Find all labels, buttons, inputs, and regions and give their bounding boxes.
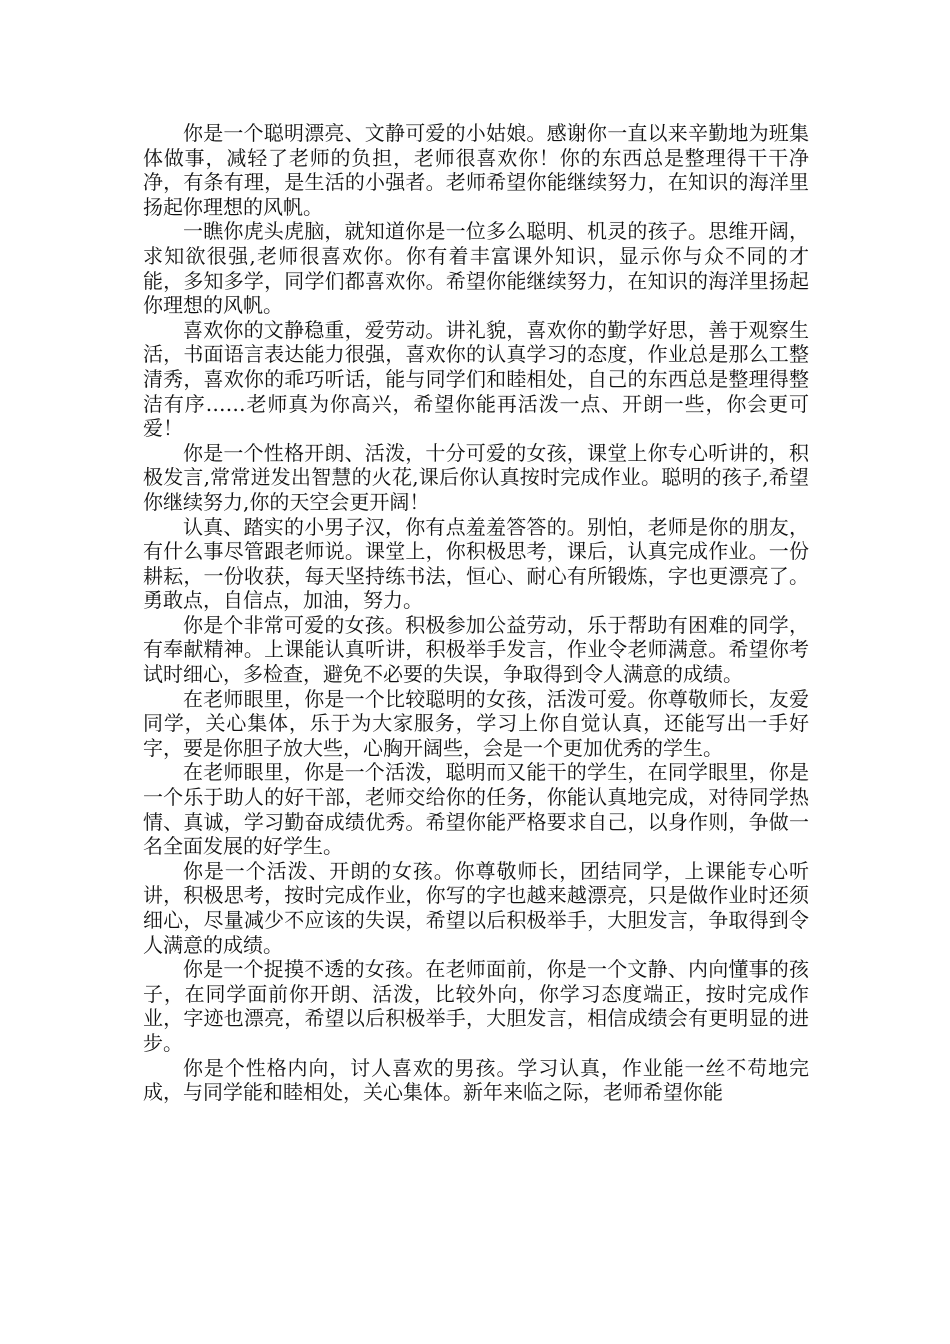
comment-paragraph-11: 你是个性格内向，讨人喜欢的男孩。学习认真，作业能一丝不苟地完成，与同学能和睦相处，关心集体。新年来临之际，老师希望你能 — [143, 1055, 809, 1105]
comment-paragraph-10: 你是一个捉摸不透的女孩。在老师面前，你是一个文静、内向懂事的孩子，在同学面前你开朗、活泼，比较外向，你学习态度端正，按时完成作业，字迹也漂亮，希望以后积极举手，大胆发言，相信成绩会有更明显的进步。 — [143, 957, 809, 1055]
document-body — [143, 121, 809, 1105]
comment-paragraph-6: 你是个非常可爱的女孩。积极参加公益劳动，乐于帮助有困难的同学，有奉献精神。上课能认真听讲，积极举手发言，作业令老师满意。希望你考试时细心，多检查，避免不必要的失误，争取得到令人满意的成绩。 — [143, 612, 809, 687]
comment-paragraph-8: 在老师眼里，你是一个活泼，聪明而又能干的学生，在同学眼里，你是一个乐于助人的好干部，老师交给你的任务，你能认真地完成，对待同学热情、真诚，学习勤奋成绩优秀。希望你能严格要求自己，以身作则，争做一名全面发展的好学生。 — [143, 760, 809, 859]
comment-paragraph-3: 喜欢你的文静稳重，爱劳动。讲礼貌，喜欢你的勤学好思，善于观察生活，书面语言表达能力很强，喜欢你的认真学习的态度，作业总是那么工整清秀，喜欢你的乖巧听话，能与同学们和睦相处，自己的东西总是整理得整洁有序……老师真为你高兴，希望你能再活泼一点、开朗一些，你会更可爱！ — [143, 317, 809, 441]
comment-paragraph-2: 一瞧你虎头虎脑，就知道你是一位多么聪明、机灵的孩子。思维开阔，求知欲很强,老师很喜欢你。你有着丰富课外知识，显示你与众不同的才能，多知多学，同学们都喜欢你。希望你能继续努力，在知识的海洋里扬起你理想的风帆。 — [143, 219, 809, 318]
comment-paragraph-1: 你是一个聪明漂亮、文静可爱的小姑娘。感谢你一直以来辛勤地为班集体做事，减轻了老师的负担，老师很喜欢你！你的东西总是整理得干干净净，有条有理，是生活的小强者。老师希望你能继续努力，在知识的海洋里扬起你理想的风帆。 — [143, 121, 809, 219]
comment-paragraph-4: 你是一个性格开朗、活泼，十分可爱的女孩，课堂上你专心听讲的，积极发言,常常迸发出智慧的火花,课后你认真按时完成作业。聪明的孩子,希望你继续努力,你的天空会更开阔！ — [143, 440, 809, 514]
comment-paragraph-7: 在老师眼里，你是一个比较聪明的女孩，活泼可爱。你尊敬师长，友爱同学，关心集体，乐于为大家服务，学习上你自觉认真，还能写出一手好字，要是你胆子放大些，心胸开阔些，会是一个更加优秀的学生。 — [143, 686, 809, 760]
comment-paragraph-5: 认真、踏实的小男子汉，你有点羞羞答答的。别怕，老师是你的朋友，有什么事尽管跟老师说。课堂上，你积极思考，课后，认真完成作业。一份耕耘，一份收获，每天坚持练书法，恒心、耐心有所锻炼，字也更漂亮了。勇敢点，自信点，加油，努力。 — [143, 514, 809, 613]
comment-paragraph-9: 你是一个活泼、开朗的女孩。你尊敬师长，团结同学，上课能专心听讲，积极思考，按时完成作业，你写的字也越来越漂亮，只是做作业时还须细心，尽量减少不应该的失误，希望以后积极举手，大胆发言，争取得到令人满意的成绩。 — [143, 858, 809, 957]
